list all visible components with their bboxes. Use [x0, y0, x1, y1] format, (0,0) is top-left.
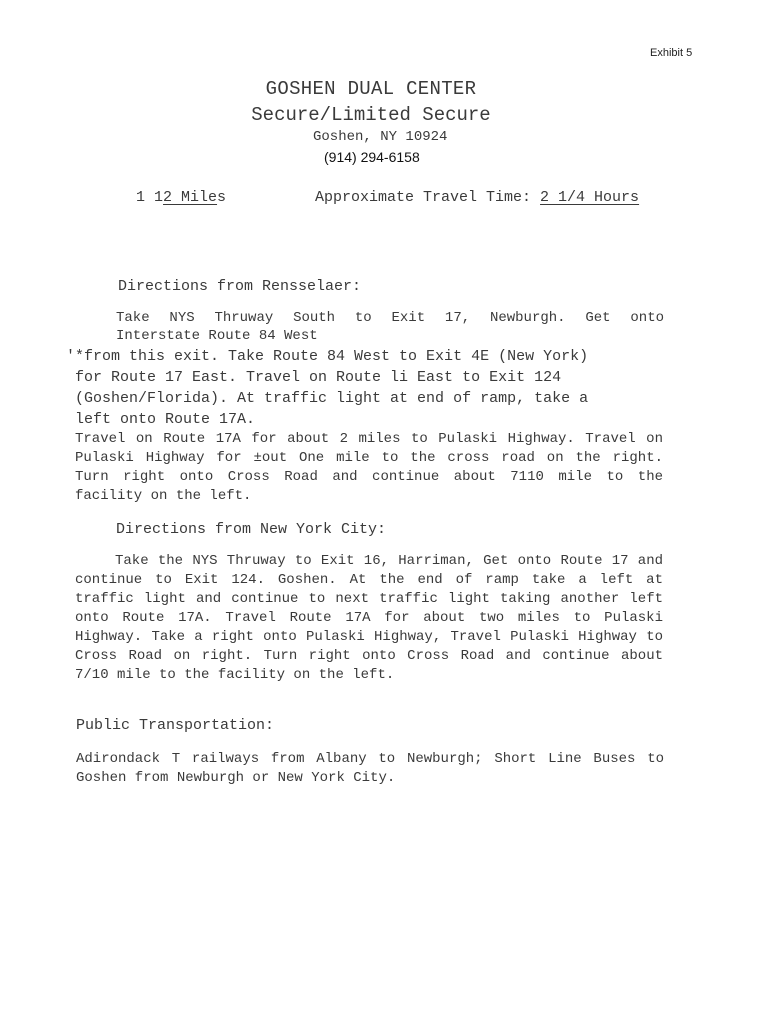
rensselaer-line-2: Interstate Route 84 West	[116, 328, 318, 344]
nyc-heading: Directions from New York City:	[116, 521, 387, 538]
rensselaer-line-1: Take NYS Thruway South to Exit 17, Newburgh. Get onto	[116, 310, 664, 326]
facility-title: GOSHEN DUAL CENTER	[265, 78, 477, 100]
travel-time	[315, 189, 639, 206]
travel-label: Approximate Travel Time:	[315, 189, 541, 206]
travel-value: 2 1/4 Hours	[540, 189, 640, 206]
miles-suffix: s	[217, 189, 227, 206]
facility-city: Goshen, NY 10924	[313, 129, 448, 145]
rensselaer-block-small: Travel on Route 17A for about 2 miles to Pulaski Highway. Travel on Pulaski Highway for ±out One mile to the cross road on the right. Turn right onto Cross Road and continue about 7110 mile to the facility on the left.	[75, 431, 663, 504]
facility-phone: (914) 294-6158	[324, 149, 420, 165]
rensselaer-block-large: '*from this exit. Take Route 84 West to Exit 4E (New York) for Route 17 East. Travel on Route li East to Exit 124 (Goshen/Florida). At traffic light at end of ramp, take a left onto Route 17A.	[66, 348, 589, 428]
distance-miles	[136, 189, 226, 206]
exhibit-label: Exhibit 5	[650, 47, 693, 59]
public-transport-heading: Public Transportation:	[76, 717, 275, 734]
nyc-directions: Take the NYS Thruway to Exit 16, Harriman, Get onto Route 17 and continue to Exit 124. Goshen. At the end of ramp take a left at traffic light and continue to next traffic light taking another left onto Route 17A. Travel Route 17A for about two miles to Pulaski Highway. Take a right onto Pulaski Highway, Travel Pulaski Highway to Cross Road on right. Turn right onto Cross Road and continue about 7/10 mile to the facility on the left.	[75, 553, 663, 683]
rensselaer-heading: Directions from Rensselaer:	[118, 278, 362, 295]
miles-prefix: 1 1	[136, 189, 164, 206]
facility-subtitle: Secure/Limited Secure	[251, 104, 491, 126]
miles-underlined: 2 Mile	[163, 189, 218, 206]
public-transport-body: Adirondack T railways from Albany to Newburgh; Short Line Buses to Goshen from Newburgh or New York City.	[76, 751, 664, 786]
